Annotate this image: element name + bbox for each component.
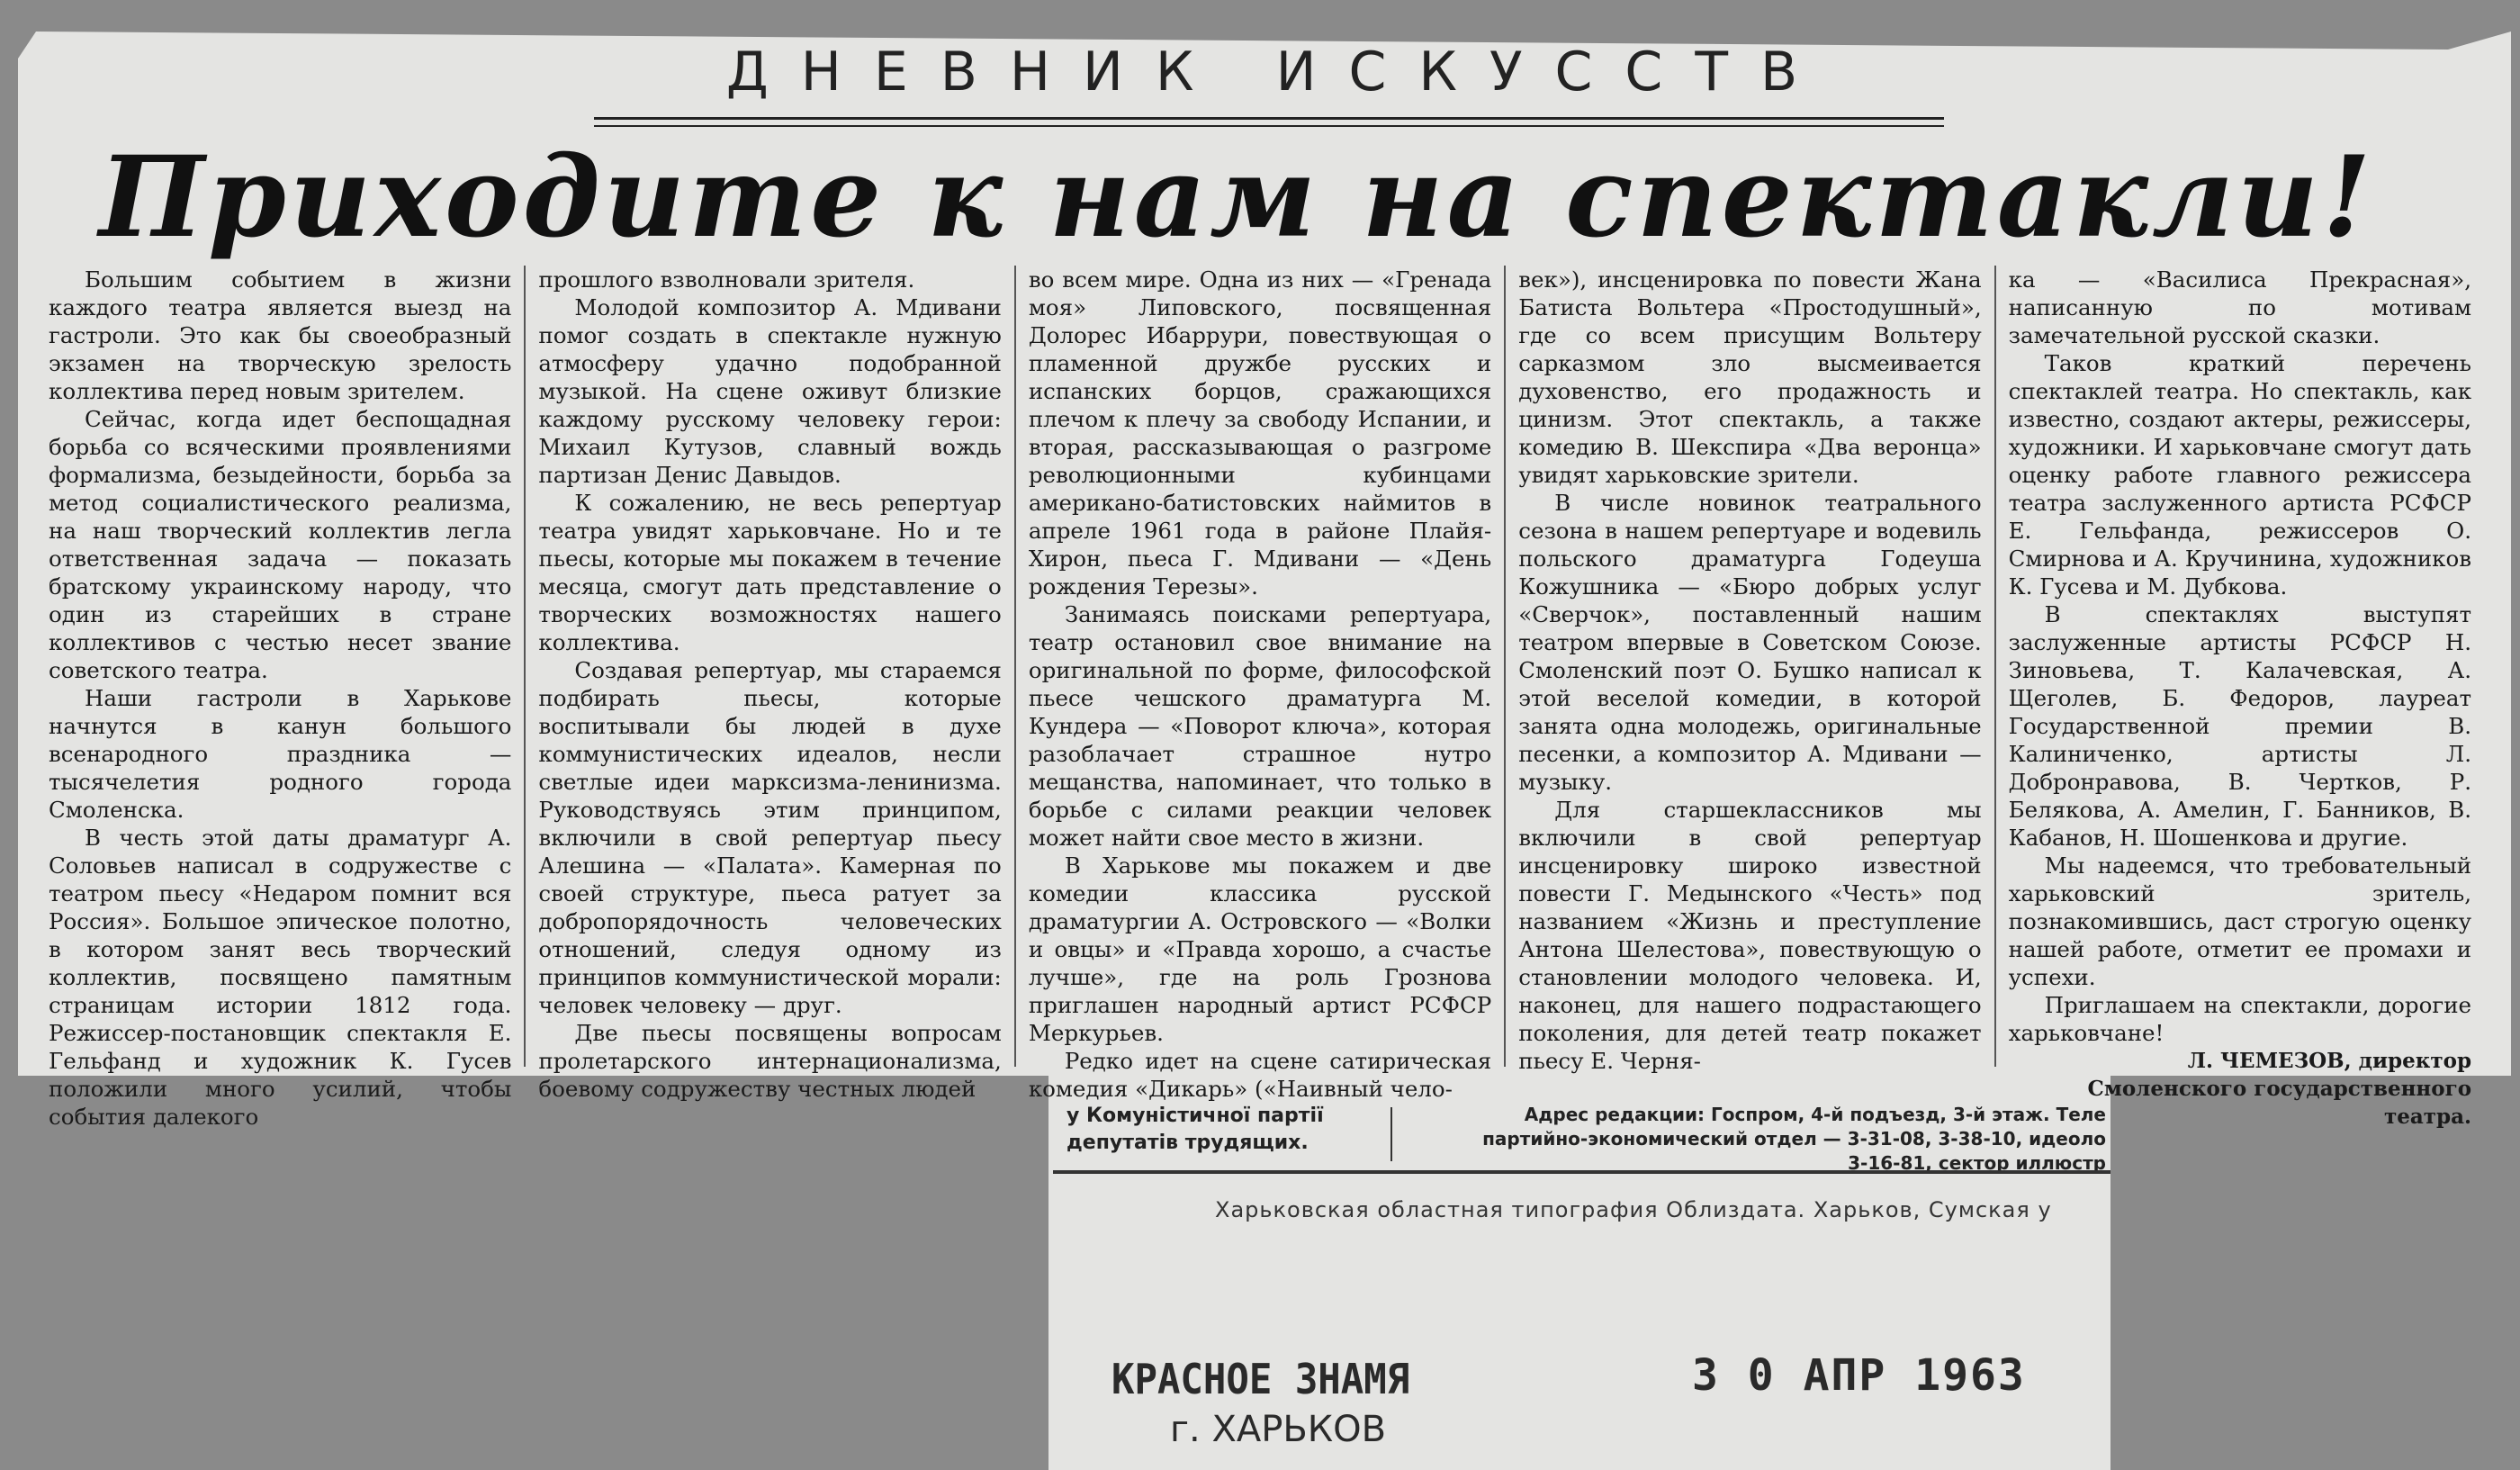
paragraph: во всем мире. Одна из них — «Гренада моя» Липовского, посвященная Долорес Ибаррури, повествующая о пламенной дружбе русских и испанских борцов, сражающихся плечом к плечу за свободу Испании, и вторая, рассказывающая о разгроме революционными кубинцами американо-батистовских наймитов в апреле 1961 года в районе Плайя-Хирон, пьеса Г. Мдивани — «День рождения Терезы». xyxy=(1028,266,1492,600)
address-line: партийно-экономический отдел — 3-31-08, 3-38-10, идеоло xyxy=(1482,1128,2106,1150)
paragraph: Молодой композитор А. Мдивани помог создать в спектакле нужную атмосферу удачно подобранной музыкой. На сцене оживут близкие каждому русскому человеку герои: Михаил Кутузов, славный вождь партизан Денис Давыдов. xyxy=(538,294,1002,488)
masthead-left-line: у Комуністичної партії xyxy=(1066,1105,1324,1127)
paragraph: Наши гастроли в Харькове начнутся в канун большого всенародного праздника — тысячелетия родного города Смоленска. xyxy=(49,685,512,823)
stamp-date: 3 0 АПР 1963 xyxy=(1692,1350,2026,1401)
paragraph: Большим событием в жизни каждого театра является выезд на гастроли. Это как бы своеобразный экзамен на творческую зрелость коллектива перед новым зрителем. xyxy=(49,266,512,404)
masthead-address xyxy=(1458,1103,2106,1176)
paragraph: Две пьесы посвящены вопросам пролетарского интернационализма, боевому содружеству честных людей xyxy=(538,1020,1002,1102)
article-column-4 xyxy=(1506,266,1995,1074)
stamp-newspaper-name: КРАСНОЕ ЗНАМЯ xyxy=(1112,1355,1410,1403)
article-column-1 xyxy=(36,266,526,1130)
article-column-2 xyxy=(526,266,1015,1102)
paragraph: Занимаясь поисками репертуара, театр остановил свое внимание на оригинальной по форме, философской пьесе чешского драматурга М. Кундера — «Поворот ключа», которая разоблачает страшное нутро мещанства, напоминает, что только в борьбе с силами реакции человек может найти свое место в жизни. xyxy=(1028,601,1492,851)
paragraph: Мы надеемся, что требовательный харьковский зритель, познакомившись, даст строгую оценку нашей работе, отметит ее промахи и успехи. xyxy=(2008,852,2472,990)
paragraph: Редко идет на сцене сатирическая комедия «Дикарь» («Наивный чело- xyxy=(1028,1048,1492,1102)
paragraph: век»), инсценировка по повести Жана Батиста Вольтера «Простодушный», где со всем присущим Вольтеру сарказмом зло высмеивается духовенство, его продажность и цинизм. Этот спектакль, а также комедию В. Шекспира «Два веронца» увидят харьковские зрители. xyxy=(1518,266,1982,488)
address-line: Адрес редакции: Госпром, 4-й подъезд, 3-й этаж. Теле xyxy=(1524,1104,2106,1125)
paragraph: К сожалению, не весь репертуар театра увидят харьковчане. Но и те пьесы, которые мы покажем в течение месяца, смогут дать представление о творческих возможностях нашего коллектива. xyxy=(538,490,1002,655)
paragraph: Таков краткий перечень спектаклей театра. Но спектакль, как известно, создают актеры, режиссеры, художники. И харьковчане смогут дать оценку работе главного режиссера театра заслуженного артиста РСФСР Е. Гельфанда, режиссеров О. Смирнова и А. Кручинина, художников К. Гусева и М. Дубкова. xyxy=(2008,350,2472,600)
printer-imprint: Харьковская областная типография Облиздата. Харьков, Сумская у xyxy=(1215,1197,2052,1222)
paragraph: В спектаклях выступят заслуженные артисты РСФСР Н. Зиновьева, Т. Калачевская, А. Щеголев, Б. Федоров, лауреат Государственной премии В. Калиниченко, артисты Л. Добронравова, В. Чертков, Р. Белякова, А. Амелин, Г. Банников, В. Кабанов, Н. Шошенкова и другие. xyxy=(2008,601,2472,851)
author-signature: Л. ЧЕМЕЗОВ, директор Смоленского государственного театра. xyxy=(2087,1049,2472,1129)
masthead-divider xyxy=(1390,1107,1392,1161)
paragraph: прошлого взволновали зрителя. xyxy=(538,266,915,293)
stamp-city: г. ХАРЬКОВ xyxy=(1170,1409,1387,1450)
paragraph: В честь этой даты драматург А. Соловьев написал в содружестве с театром пьесу «Недаром помнит вся Россия». Большое эпическое полотно, в котором занят весь творческий коллектив, посвящено памятным страницам истории 1812 года. Режиссер-постановщик спектакля Е. Гельфанд и художник К. Гусев положили много усилий, чтобы события далекого xyxy=(49,825,512,1130)
rubric-title: ДНЕВНИК ИСКУССТВ xyxy=(725,41,1831,104)
article-column-5 xyxy=(1996,266,2484,1129)
article-headline: Приходите к нам на спектакли! xyxy=(99,132,2375,263)
paragraph: В Харькове мы покажем и две комедии классика русской драматургии А. Островского — «Волки и овцы» и «Правда хорошо, а счастье лучше», где на роль Грознова приглашен народный артист РСФСР Меркурьев. xyxy=(1028,852,1492,1046)
masthead-left xyxy=(1066,1103,1390,1157)
paragraph: Для старшеклассников мы включили в свой репертуар инсценировку широко известной повести Г. Медынского «Честь» под названием «Жизнь и преступление Антона Шелестова», повествующую о становлении молодого человека. И, наконец, для нашего подрастающего поколения, для детей театр покажет пьесу Е. Черня- xyxy=(1518,797,1982,1074)
paragraph: Приглашаем на спектакли, дорогие харьковчане! xyxy=(2008,992,2472,1046)
masthead-rule xyxy=(1053,1170,2110,1174)
article-column-3 xyxy=(1016,266,1506,1102)
paragraph: ка — «Василиса Прекрасная», написанную по мотивам замечательной русской сказки. xyxy=(2008,266,2472,348)
masthead-left-line: депутатів трудящих. xyxy=(1066,1132,1309,1154)
paragraph: Создавая репертуар, мы стараемся подбирать пьесы, которые воспитывали бы людей в духе коммунистических идеалов, несли светлые идеи марксизма-ленинизма. Руководствуясь этим принципом, включили в свой репертуар пьесу Алешина — «Палата». Камерная по своей структуре, пьеса ратует за добропорядочность человеческих отношений, следуя одному из принципов коммунистической морали: человек человеку — друг. xyxy=(538,657,1002,1018)
paragraph: В числе новинок театрального сезона в нашем репертуаре и водевиль польского драматурга Годеуша Кожушника — «Бюро добрых услуг «Сверчок», поставленный нашим театром впервые в Советском Союзе. Смоленский поэт О. Бушко написал к этой веселой комедии, в которой занята одна молодежь, оригинальные песенки, а композитор А. Мдивани — музыку. xyxy=(1518,490,1982,795)
paragraph: Сейчас, когда идет беспощадная борьба со всяческими проявлениями формализма, безыдейности, борьба за метод социалистического реализма, на наш творческий коллектив легла ответственная задача — показать братскому украинскому народу, что один из старейших в стране коллективов с честью несет звание советского театра. xyxy=(49,406,512,683)
address-line: 3-16-81, сектор иллюстр xyxy=(1848,1152,2106,1174)
rubric-rule xyxy=(594,117,1944,127)
masthead-strip xyxy=(1053,1098,2106,1179)
